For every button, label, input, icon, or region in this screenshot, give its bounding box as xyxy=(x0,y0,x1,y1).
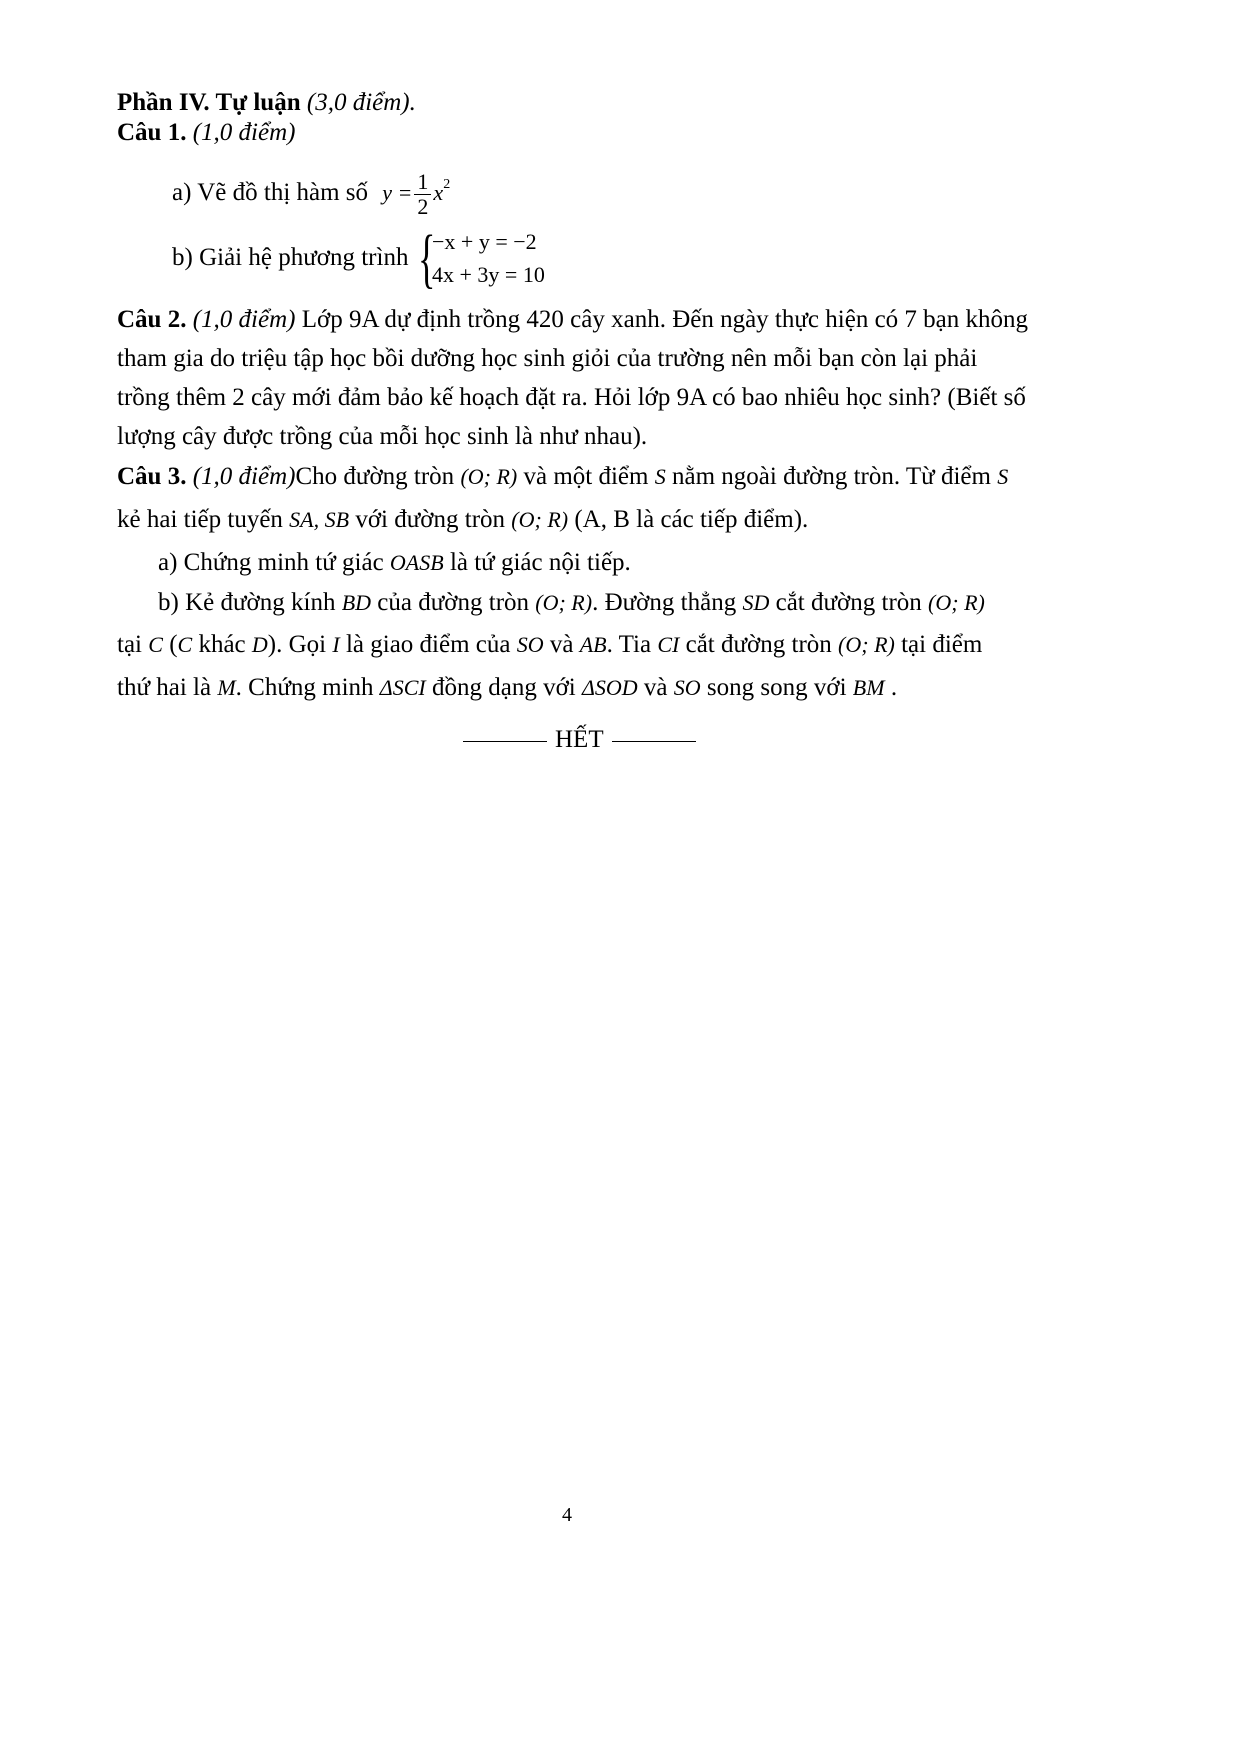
q1-part-b xyxy=(172,243,408,273)
segment-so: SO xyxy=(516,632,544,657)
q2-text-1: Lớp 9A dự định trồng 420 cây xanh. Đến ngày thực hiện có 7 bạn không xyxy=(295,306,1029,333)
q1-label: Câu 1. xyxy=(117,119,187,146)
q1-heading xyxy=(117,118,295,148)
q2-line-1 xyxy=(117,305,1028,335)
end-text: HẾT xyxy=(555,726,604,753)
segment-ab: AB xyxy=(579,632,607,657)
text: . Chứng minh xyxy=(235,674,374,701)
text: của đường tròn xyxy=(377,589,530,616)
point-s: S xyxy=(997,464,1009,489)
q3-part-b-line-1 xyxy=(158,588,985,618)
text: kẻ hai tiếp tuyến xyxy=(117,506,283,533)
text: cắt đường tròn xyxy=(775,589,922,616)
system-equation-2: 4x + 3y = 10 xyxy=(432,262,545,287)
end-rule-left xyxy=(463,741,547,742)
point-c: C xyxy=(148,632,163,657)
text: cắt đường tròn xyxy=(685,631,832,658)
text: tại điểm xyxy=(901,631,983,658)
text: ( xyxy=(169,631,178,658)
text: là tứ giác nội tiếp. xyxy=(449,549,631,576)
text: khác xyxy=(198,631,246,658)
text: b) Kẻ đường kính xyxy=(158,589,336,616)
text: với đường tròn xyxy=(355,506,506,533)
end-marker xyxy=(455,725,704,755)
text: là giao điểm của xyxy=(345,631,511,658)
text: thứ hai là xyxy=(117,674,212,701)
system-equation-1: −x + y = −2 xyxy=(432,229,537,254)
text: a) Chứng minh tứ giác xyxy=(158,549,384,576)
q1-a-text: a) Vẽ đồ thị hàm số xyxy=(172,179,369,207)
q3-part-b-line-3 xyxy=(117,673,897,703)
q2-line-3: trồng thêm 2 cây mới đảm bảo kế hoạch đặt ra. Hỏi lớp 9A có bao nhiêu học sinh? (Biết số xyxy=(117,384,1026,411)
text: và một điểm xyxy=(523,463,649,490)
point-i: I xyxy=(332,632,340,657)
part-heading xyxy=(117,88,416,118)
text: song song với xyxy=(706,674,847,701)
text: nằm ngoài đường tròn. Từ điểm xyxy=(671,463,991,490)
circle-notation: (O; R) xyxy=(928,590,985,615)
text: . Tia xyxy=(606,631,652,658)
q2-line-2: tham gia do triệu tập học bồi dưỡng học sinh giỏi của trường nên mỗi bạn còn lại phải xyxy=(117,345,978,372)
segment-bd: BD xyxy=(341,590,372,615)
q1-points: (1,0 điểm) xyxy=(192,119,296,146)
q1-b-text: b) Giải hệ phương trình xyxy=(172,244,409,271)
point-d: D xyxy=(251,632,268,657)
text: tại xyxy=(117,631,142,658)
point-c: C xyxy=(177,632,193,657)
formula-exponent: 2 xyxy=(443,177,451,193)
text: ). Gọi xyxy=(267,631,327,658)
text: và xyxy=(643,674,668,701)
line-sd: SD xyxy=(742,590,770,615)
q3-line-1 xyxy=(117,462,1008,492)
text: . xyxy=(890,674,898,701)
text: đồng dạng với xyxy=(431,674,576,701)
q2-label: Câu 2. xyxy=(117,306,187,333)
fraction-denominator: 2 xyxy=(417,194,429,219)
fraction xyxy=(414,170,431,219)
point-s: S xyxy=(654,464,666,489)
point-m: M xyxy=(217,675,236,700)
formula-lhs: y = xyxy=(382,180,413,206)
q2-line-4: lượng cây được trồng của mỗi học sinh là như nhau). xyxy=(117,423,648,450)
triangle-sod: ΔSOD xyxy=(581,675,638,700)
text: và xyxy=(549,631,574,658)
text: . Đường thẳng xyxy=(592,589,737,616)
fraction-numerator: 1 xyxy=(414,170,431,195)
circle-notation: (O; R) xyxy=(460,464,518,489)
q1-part-a xyxy=(172,170,450,219)
text: Cho đường tròn xyxy=(295,463,455,490)
triangle-sci: ΔSCI xyxy=(379,675,426,700)
formula-var: x xyxy=(433,180,444,206)
segment-bm: BM xyxy=(852,675,885,700)
tangents-notation: SA, SB xyxy=(289,507,350,532)
end-rule-right xyxy=(612,741,696,742)
system-brace: { xyxy=(418,222,436,295)
segment-so: SO xyxy=(673,675,701,700)
q3-points: (1,0 điểm) xyxy=(192,463,296,490)
part-title: Phần IV. Tự luận xyxy=(117,89,301,116)
circle-notation: (O; R) xyxy=(511,507,569,532)
q3-part-a xyxy=(158,548,631,578)
q3-label: Câu 3. xyxy=(117,463,187,490)
text: (A, B là các tiếp điểm). xyxy=(574,506,809,533)
part-points: (3,0 điểm). xyxy=(306,89,416,116)
q3-part-b-line-2 xyxy=(117,630,982,660)
circle-notation: (O; R) xyxy=(838,632,895,657)
q2-points: (1,0 điểm) xyxy=(192,306,296,333)
ray-ci: CI xyxy=(657,632,680,657)
quadrilateral-notation: OASB xyxy=(389,550,444,575)
q3-line-2 xyxy=(117,505,808,535)
circle-notation: (O; R) xyxy=(535,590,593,615)
page-number: 4 xyxy=(562,1504,572,1526)
